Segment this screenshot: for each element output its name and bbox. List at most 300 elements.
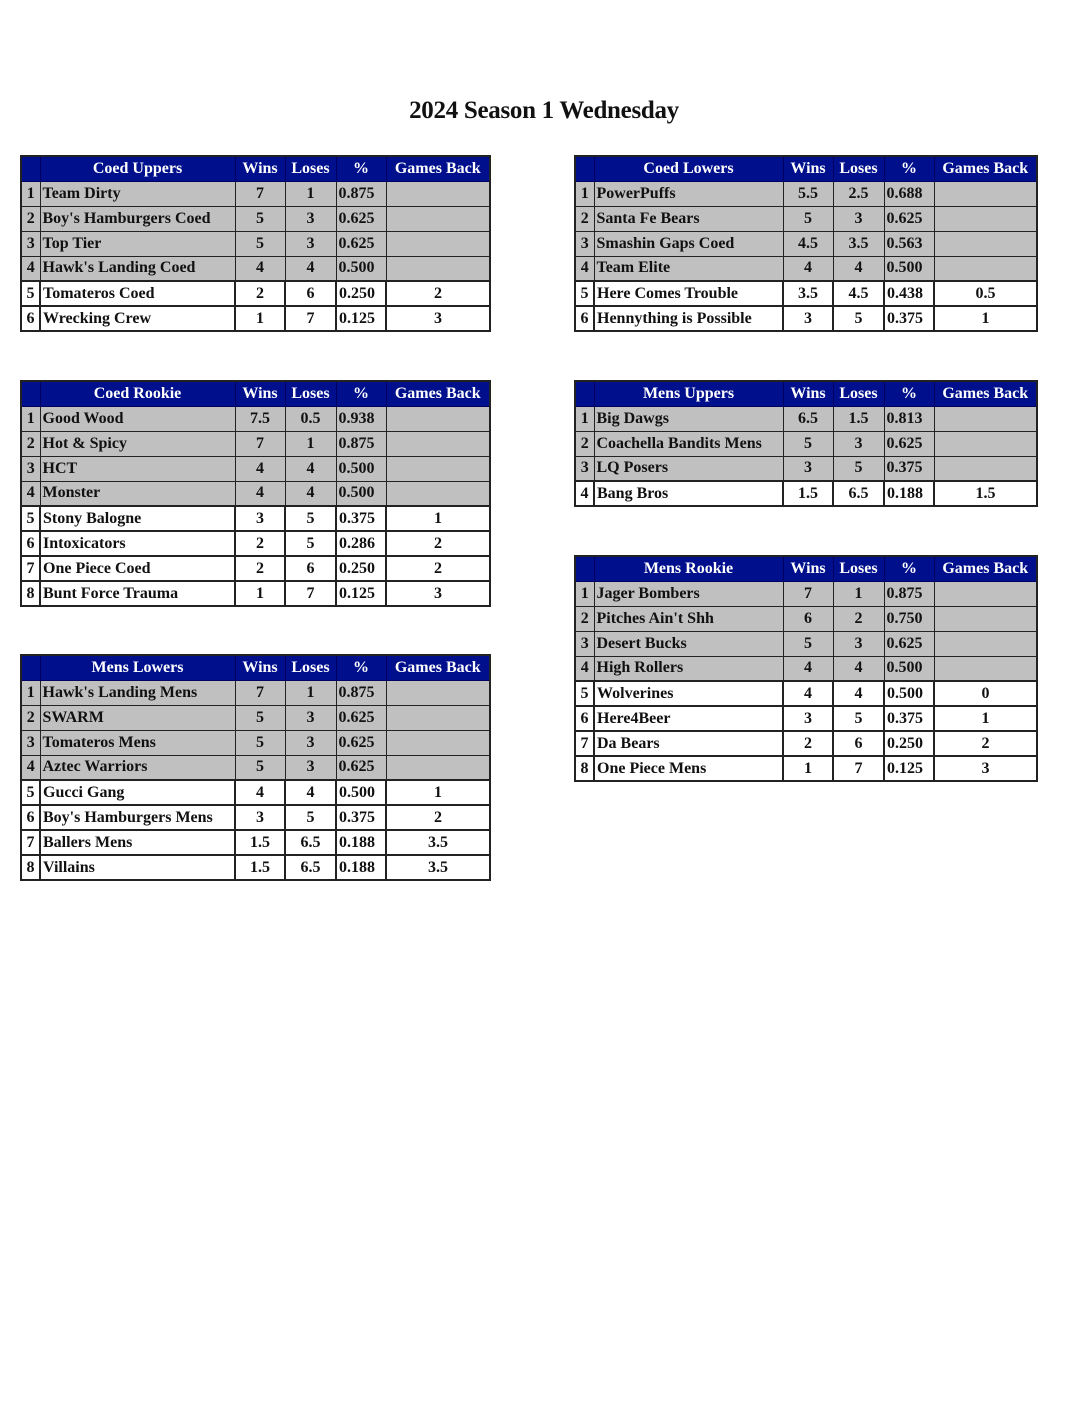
loses-cell: 7 [285, 306, 336, 331]
team-name-cell: Team Elite [594, 256, 783, 281]
pct-cell: 0.625 [884, 431, 934, 456]
loses-cell: 6 [833, 731, 884, 756]
team-name-cell: Bang Bros [594, 481, 783, 506]
wins-cell: 5 [235, 231, 285, 256]
games-back-cell [386, 680, 490, 705]
wins-cell: 4 [235, 456, 285, 481]
table-header-row [21, 156, 490, 181]
wins-cell: 6.5 [783, 406, 833, 431]
pct-cell: 0.750 [884, 606, 934, 631]
team-name-cell: Villains [40, 855, 235, 880]
pct-cell: 0.500 [336, 256, 386, 281]
pct-cell: 0.286 [336, 531, 386, 556]
rank-cell: 1 [21, 680, 40, 705]
table-row [575, 181, 1037, 206]
team-name-cell: Bunt Force Trauma [40, 581, 235, 606]
wins-cell: 4 [783, 656, 833, 681]
loses-cell: 3 [285, 231, 336, 256]
loses-cell: 2.5 [833, 181, 884, 206]
table-row [575, 656, 1037, 681]
pct-cell: 0.375 [884, 706, 934, 731]
pct-cell: 0.250 [336, 281, 386, 306]
loses-cell: 3 [285, 206, 336, 231]
pct-cell: 0.563 [884, 231, 934, 256]
wins-cell: 1 [783, 756, 833, 781]
wins-cell: 4 [235, 481, 285, 506]
wins-cell: 2 [235, 281, 285, 306]
wins-cell: 1 [235, 306, 285, 331]
pct-cell: 0.500 [884, 681, 934, 706]
rank-cell: 4 [575, 481, 594, 506]
rank-cell: 6 [21, 306, 40, 331]
team-name-cell: Wrecking Crew [40, 306, 235, 331]
pct-cell: 0.813 [884, 406, 934, 431]
loses-cell: 4 [833, 681, 884, 706]
table-row [575, 431, 1037, 456]
pct-cell: 0.625 [336, 705, 386, 730]
division-name-header: Coed Uppers [40, 156, 235, 181]
table-row [21, 456, 490, 481]
table-row [575, 606, 1037, 631]
games-back-cell [934, 456, 1037, 481]
games-back-cell [386, 181, 490, 206]
wins-cell: 4 [783, 256, 833, 281]
rank-cell: 6 [21, 805, 40, 830]
wins-cell: 6 [783, 606, 833, 631]
games-back-cell [386, 755, 490, 780]
division-name-header: Coed Lowers [594, 156, 783, 181]
team-name-cell: Coachella Bandits Mens [594, 431, 783, 456]
rank-cell: 4 [575, 256, 594, 281]
loses-cell: 4 [833, 256, 884, 281]
games-back-cell [386, 406, 490, 431]
wins-column-header: Wins [235, 156, 285, 181]
team-name-cell: Tomateros Mens [40, 730, 235, 755]
team-name-cell: Gucci Gang [40, 780, 235, 805]
games-back-column-header: Games Back [386, 381, 490, 406]
table-row [21, 431, 490, 456]
pct-cell: 0.625 [336, 730, 386, 755]
games-back-cell [386, 431, 490, 456]
rank-cell: 8 [21, 855, 40, 880]
pct-column-header: % [336, 156, 386, 181]
pct-cell: 0.500 [884, 256, 934, 281]
loses-cell: 4 [285, 481, 336, 506]
rank-cell: 3 [21, 456, 40, 481]
wins-cell: 1 [235, 581, 285, 606]
team-name-cell: LQ Posers [594, 456, 783, 481]
table-row [575, 306, 1037, 331]
table-header-row [21, 381, 490, 406]
games-back-cell: 1 [934, 306, 1037, 331]
table-row [21, 556, 490, 581]
team-name-cell: SWARM [40, 705, 235, 730]
loses-cell: 4 [285, 780, 336, 805]
rank-cell: 5 [575, 681, 594, 706]
pct-cell: 0.250 [336, 556, 386, 581]
loses-cell: 1 [285, 181, 336, 206]
rank-cell: 5 [21, 281, 40, 306]
mens-lowers-standings-table [20, 654, 491, 881]
pct-cell: 0.375 [336, 506, 386, 531]
pct-cell: 0.875 [336, 680, 386, 705]
games-back-cell: 0 [934, 681, 1037, 706]
team-name-cell: Ballers Mens [40, 830, 235, 855]
coed-uppers-standings-table [20, 155, 491, 332]
pct-column-header: % [884, 556, 934, 581]
table-header-row [575, 381, 1037, 406]
pct-cell: 0.188 [336, 830, 386, 855]
table-row [21, 256, 490, 281]
wins-cell: 3 [235, 506, 285, 531]
team-name-cell: High Rollers [594, 656, 783, 681]
division-name-header: Mens Rookie [594, 556, 783, 581]
wins-cell: 3 [783, 706, 833, 731]
team-name-cell: Stony Balogne [40, 506, 235, 531]
team-name-cell: Here4Beer [594, 706, 783, 731]
pct-cell: 0.625 [336, 231, 386, 256]
loses-cell: 3 [285, 705, 336, 730]
loses-cell: 6.5 [285, 830, 336, 855]
pct-cell: 0.875 [336, 181, 386, 206]
games-back-cell: 0.5 [934, 281, 1037, 306]
team-name-cell: Desert Bucks [594, 631, 783, 656]
loses-cell: 1 [833, 581, 884, 606]
wins-cell: 1.5 [783, 481, 833, 506]
coed-lowers-standings-table [574, 155, 1038, 332]
loses-cell: 3 [285, 755, 336, 780]
rank-cell: 8 [575, 756, 594, 781]
wins-cell: 1.5 [235, 855, 285, 880]
loses-column-header: Loses [833, 156, 884, 181]
rank-cell: 7 [21, 556, 40, 581]
games-back-cell: 1.5 [934, 481, 1037, 506]
wins-cell: 4 [235, 780, 285, 805]
mens-uppers-standings-table [574, 380, 1038, 507]
wins-cell: 3 [783, 306, 833, 331]
wins-cell: 2 [235, 531, 285, 556]
table-row [575, 631, 1037, 656]
rank-cell: 3 [575, 231, 594, 256]
loses-column-header: Loses [833, 556, 884, 581]
table-row [21, 406, 490, 431]
games-back-cell [934, 631, 1037, 656]
loses-cell: 1 [285, 431, 336, 456]
team-name-cell: Boy's Hamburgers Coed [40, 206, 235, 231]
wins-cell: 3 [235, 805, 285, 830]
loses-cell: 4 [285, 256, 336, 281]
team-name-cell: Boy's Hamburgers Mens [40, 805, 235, 830]
pct-cell: 0.625 [884, 631, 934, 656]
games-back-cell [934, 256, 1037, 281]
loses-cell: 6.5 [833, 481, 884, 506]
team-name-cell: PowerPuffs [594, 181, 783, 206]
loses-cell: 4.5 [833, 281, 884, 306]
loses-cell: 1.5 [833, 406, 884, 431]
rank-cell: 2 [575, 606, 594, 631]
pct-cell: 0.500 [336, 456, 386, 481]
pct-cell: 0.375 [884, 456, 934, 481]
games-back-column-header: Games Back [934, 156, 1037, 181]
games-back-cell: 3 [934, 756, 1037, 781]
games-back-cell [934, 431, 1037, 456]
pct-cell: 0.875 [336, 431, 386, 456]
pct-cell: 0.625 [336, 755, 386, 780]
games-back-column-header: Games Back [386, 156, 490, 181]
games-back-cell [934, 181, 1037, 206]
rank-cell: 3 [575, 631, 594, 656]
pct-cell: 0.688 [884, 181, 934, 206]
games-back-cell [386, 705, 490, 730]
loses-cell: 3 [833, 431, 884, 456]
coed-rookie-standings-table [20, 380, 491, 607]
table-row [575, 406, 1037, 431]
wins-cell: 5.5 [783, 181, 833, 206]
wins-cell: 5 [783, 631, 833, 656]
team-name-cell: Jager Bombers [594, 581, 783, 606]
games-back-cell: 2 [386, 556, 490, 581]
loses-cell: 5 [285, 506, 336, 531]
rank-cell: 5 [575, 281, 594, 306]
team-name-cell: Hawk's Landing Mens [40, 680, 235, 705]
loses-cell: 7 [285, 581, 336, 606]
games-back-cell: 1 [934, 706, 1037, 731]
table-row [21, 705, 490, 730]
loses-cell: 3 [833, 206, 884, 231]
rank-cell: 2 [575, 206, 594, 231]
table-header-row [575, 556, 1037, 581]
loses-cell: 5 [285, 805, 336, 830]
loses-column-header: Loses [285, 655, 336, 680]
loses-cell: 6 [285, 281, 336, 306]
wins-cell: 7 [235, 431, 285, 456]
pct-cell: 0.625 [336, 206, 386, 231]
wins-cell: 7 [783, 581, 833, 606]
team-name-cell: Hennything is Possible [594, 306, 783, 331]
games-back-cell: 1 [386, 780, 490, 805]
team-name-cell: Top Tier [40, 231, 235, 256]
table-row [21, 181, 490, 206]
pct-cell: 0.500 [884, 656, 934, 681]
team-name-cell: One Piece Mens [594, 756, 783, 781]
team-name-cell: Team Dirty [40, 181, 235, 206]
games-back-column-header: Games Back [386, 655, 490, 680]
rank-cell: 4 [21, 755, 40, 780]
wins-cell: 5 [235, 705, 285, 730]
table-row [21, 680, 490, 705]
table-header-row [575, 156, 1037, 181]
table-row [21, 855, 490, 880]
loses-column-header: Loses [833, 381, 884, 406]
pct-cell: 0.125 [336, 581, 386, 606]
loses-column-header: Loses [285, 156, 336, 181]
pct-cell: 0.875 [884, 581, 934, 606]
team-name-cell: Hot & Spicy [40, 431, 235, 456]
table-row [575, 281, 1037, 306]
table-row [21, 531, 490, 556]
rank-cell: 5 [21, 780, 40, 805]
team-name-cell: One Piece Coed [40, 556, 235, 581]
wins-cell: 4.5 [783, 231, 833, 256]
pct-cell: 0.188 [336, 855, 386, 880]
pct-cell: 0.188 [884, 481, 934, 506]
team-name-cell: Big Dawgs [594, 406, 783, 431]
rank-cell: 2 [575, 431, 594, 456]
table-row [21, 306, 490, 331]
loses-cell: 3 [285, 730, 336, 755]
table-row [575, 681, 1037, 706]
rank-cell: 4 [21, 256, 40, 281]
rank-cell: 1 [21, 406, 40, 431]
rank-cell: 3 [21, 730, 40, 755]
loses-cell: 2 [833, 606, 884, 631]
team-name-cell: Da Bears [594, 731, 783, 756]
wins-cell: 5 [235, 206, 285, 231]
pct-cell: 0.500 [336, 481, 386, 506]
games-back-cell: 3.5 [386, 830, 490, 855]
loses-column-header: Loses [285, 381, 336, 406]
wins-cell: 3 [783, 456, 833, 481]
loses-cell: 7 [833, 756, 884, 781]
loses-cell: 5 [833, 706, 884, 731]
games-back-cell [934, 231, 1037, 256]
rank-cell: 2 [21, 705, 40, 730]
games-back-cell [934, 656, 1037, 681]
games-back-cell [386, 206, 490, 231]
games-back-cell [386, 481, 490, 506]
team-name-cell: Tomateros Coed [40, 281, 235, 306]
rank-cell: 3 [21, 231, 40, 256]
table-row [21, 755, 490, 780]
table-row [21, 830, 490, 855]
loses-cell: 4 [833, 656, 884, 681]
pct-cell: 0.375 [884, 306, 934, 331]
table-row [21, 780, 490, 805]
team-name-cell: Monster [40, 481, 235, 506]
team-name-cell: HCT [40, 456, 235, 481]
pct-column-header: % [884, 156, 934, 181]
loses-cell: 3.5 [833, 231, 884, 256]
pct-cell: 0.125 [884, 756, 934, 781]
games-back-cell: 2 [386, 531, 490, 556]
table-row [21, 506, 490, 531]
games-back-cell [934, 581, 1037, 606]
table-row [575, 581, 1037, 606]
team-name-cell: Wolverines [594, 681, 783, 706]
wins-cell: 1.5 [235, 830, 285, 855]
rank-cell: 6 [575, 706, 594, 731]
rank-cell: 8 [21, 581, 40, 606]
team-name-cell: Hawk's Landing Coed [40, 256, 235, 281]
page-title: 2024 Season 1 Wednesday [409, 97, 679, 124]
pct-cell: 0.125 [336, 306, 386, 331]
games-back-column-header: Games Back [934, 381, 1037, 406]
rank-cell: 4 [21, 481, 40, 506]
rank-cell: 4 [575, 656, 594, 681]
loses-cell: 0.5 [285, 406, 336, 431]
table-row [21, 730, 490, 755]
division-name-header: Mens Uppers [594, 381, 783, 406]
table-row [21, 206, 490, 231]
table-header-row [21, 655, 490, 680]
table-row [21, 581, 490, 606]
rank-column-header [21, 381, 40, 406]
wins-column-header: Wins [783, 156, 833, 181]
division-name-header: Coed Rookie [40, 381, 235, 406]
rank-column-header [21, 156, 40, 181]
games-back-cell [386, 456, 490, 481]
pct-cell: 0.625 [884, 206, 934, 231]
wins-cell: 7 [235, 181, 285, 206]
loses-cell: 3 [833, 631, 884, 656]
loses-cell: 6.5 [285, 855, 336, 880]
table-row [575, 456, 1037, 481]
rank-column-header [575, 381, 594, 406]
games-back-cell [934, 406, 1037, 431]
table-row [575, 731, 1037, 756]
loses-cell: 5 [833, 306, 884, 331]
loses-cell: 5 [833, 456, 884, 481]
team-name-cell: Pitches Ain't Shh [594, 606, 783, 631]
games-back-cell [934, 606, 1037, 631]
mens-rookie-standings-table [574, 555, 1038, 782]
games-back-cell: 2 [934, 731, 1037, 756]
pct-column-header: % [336, 381, 386, 406]
team-name-cell: Santa Fe Bears [594, 206, 783, 231]
table-row [575, 231, 1037, 256]
rank-column-header [21, 655, 40, 680]
wins-cell: 5 [783, 206, 833, 231]
rank-cell: 1 [21, 181, 40, 206]
rank-cell: 5 [21, 506, 40, 531]
games-back-cell [386, 256, 490, 281]
team-name-cell: Intoxicators [40, 531, 235, 556]
rank-cell: 6 [575, 306, 594, 331]
table-row [21, 481, 490, 506]
wins-column-header: Wins [783, 381, 833, 406]
rank-cell: 1 [575, 406, 594, 431]
loses-cell: 1 [285, 680, 336, 705]
games-back-cell: 2 [386, 805, 490, 830]
rank-cell: 3 [575, 456, 594, 481]
team-name-cell: Smashin Gaps Coed [594, 231, 783, 256]
table-row [21, 231, 490, 256]
wins-cell: 7 [235, 680, 285, 705]
games-back-column-header: Games Back [934, 556, 1037, 581]
division-name-header: Mens Lowers [40, 655, 235, 680]
wins-cell: 3.5 [783, 281, 833, 306]
team-name-cell: Aztec Warriors [40, 755, 235, 780]
games-back-cell [386, 730, 490, 755]
rank-cell: 7 [21, 830, 40, 855]
table-row [575, 481, 1037, 506]
rank-cell: 1 [575, 581, 594, 606]
games-back-cell: 3.5 [386, 855, 490, 880]
wins-cell: 2 [235, 556, 285, 581]
wins-column-header: Wins [783, 556, 833, 581]
wins-cell: 5 [235, 755, 285, 780]
rank-cell: 2 [21, 431, 40, 456]
rank-column-header [575, 556, 594, 581]
table-row [21, 281, 490, 306]
rank-cell: 1 [575, 181, 594, 206]
pct-cell: 0.250 [884, 731, 934, 756]
loses-cell: 5 [285, 531, 336, 556]
wins-cell: 5 [783, 431, 833, 456]
pct-cell: 0.938 [336, 406, 386, 431]
table-row [575, 256, 1037, 281]
games-back-cell: 2 [386, 281, 490, 306]
